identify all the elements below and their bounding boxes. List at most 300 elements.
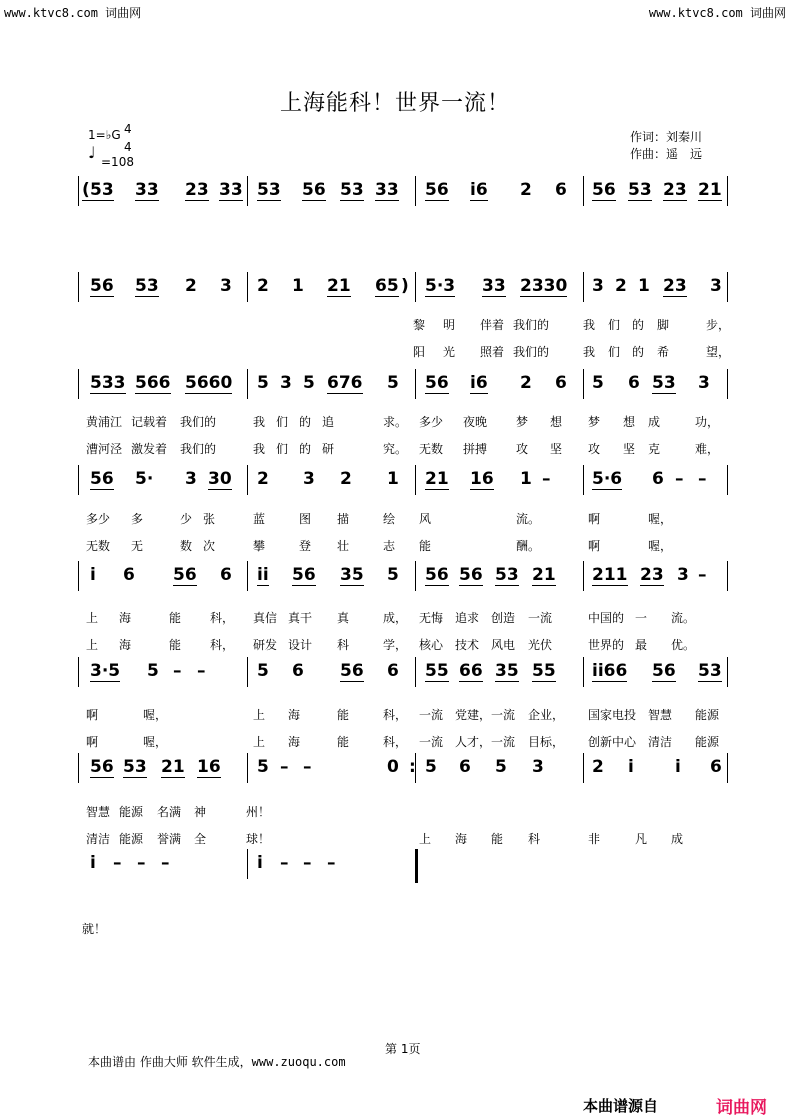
lyric-word: 世界的 — [588, 638, 625, 652]
note: i — [628, 757, 634, 777]
lyric-word: 坚 — [550, 442, 563, 456]
lyric-word: 少 — [180, 512, 193, 526]
lyric-word: 望， — [706, 345, 731, 359]
lyric-word: 蓝 — [253, 512, 266, 526]
lyric-word: 喔， — [143, 735, 168, 749]
note: 56 — [173, 565, 197, 585]
lyric-word: 研发 — [253, 638, 278, 652]
note: 1 — [520, 469, 532, 489]
note: 1 — [387, 469, 399, 489]
lyric-word: 想 — [550, 415, 563, 429]
note: 33 — [482, 276, 506, 296]
lyric-word: 壮 — [337, 539, 350, 553]
lyric-word: 风电 — [491, 638, 516, 652]
lyric-word: 能 — [491, 832, 504, 846]
note: 23 — [185, 180, 209, 200]
lyric-word: 们 — [276, 442, 289, 456]
note: 53 — [628, 180, 652, 200]
lyric-word: 海 — [288, 708, 301, 722]
note: 2330 — [520, 276, 568, 296]
barline — [415, 176, 416, 206]
note: – — [542, 469, 551, 489]
site-watermark-right: www.ktvc8.com 词曲网 — [648, 6, 786, 20]
lyric-word: 追求 — [455, 611, 480, 625]
lyric-word: 最 — [635, 638, 648, 652]
lyric-word: 脚 — [657, 318, 670, 332]
note: ii66 — [592, 661, 628, 681]
lyric-word: 伴着 — [480, 318, 505, 332]
note: 3·5 — [90, 661, 121, 681]
note: 211 — [592, 565, 628, 585]
barline — [247, 176, 248, 206]
lyric-word: 州！ — [246, 805, 271, 819]
note: 16 — [197, 757, 221, 777]
barline — [727, 272, 728, 302]
lyric-word: 照着 — [480, 345, 505, 359]
note: 2 — [340, 469, 352, 489]
lyric-word: 国家电投 — [588, 708, 637, 722]
lyric-word: 清洁 — [648, 735, 673, 749]
note: 56 — [340, 661, 364, 681]
lyric-word: 流。 — [671, 611, 696, 625]
note: 2 — [257, 276, 269, 296]
lyric-word: 克 — [648, 442, 661, 456]
note: 33 — [219, 180, 243, 200]
lyric-word: 们 — [608, 318, 621, 332]
note: 35 — [340, 565, 364, 585]
lyric-word: 激发着 — [131, 442, 168, 456]
barline — [727, 176, 728, 206]
lyric-word: 多少 — [419, 415, 444, 429]
lyric-word: 喔， — [143, 708, 168, 722]
lyric-word: 能 — [337, 708, 350, 722]
note: 56 — [90, 276, 114, 296]
lyric-word: 们 — [608, 345, 621, 359]
lyric-word: 海 — [455, 832, 468, 846]
note: – — [280, 757, 289, 777]
note: 23 — [663, 180, 687, 200]
lyric-word: 就！ — [82, 922, 107, 936]
footer-note — [88, 1053, 346, 1070]
lyric-word: 们 — [276, 415, 289, 429]
lyric-word: 光 — [443, 345, 456, 359]
note: 2 — [520, 373, 532, 393]
barline — [583, 753, 584, 783]
barline — [415, 369, 416, 399]
lyric-word: 核心 — [419, 638, 444, 652]
note: 3 — [677, 565, 689, 585]
note: – — [197, 661, 206, 681]
time-signature-top: 4 — [124, 122, 132, 136]
barline — [415, 465, 416, 495]
note: 3 — [303, 469, 315, 489]
lyric-word: 设计 — [288, 638, 313, 652]
barline — [583, 369, 584, 399]
note: 21 — [532, 565, 556, 585]
note: 53 — [90, 180, 114, 200]
note: 533 — [90, 373, 126, 393]
lyric-word: 图 — [299, 512, 312, 526]
lyric-word: 创新中心 — [588, 735, 637, 749]
lyric-word: 我们的 — [513, 345, 550, 359]
lyric-word: 成， — [383, 611, 408, 625]
lyric-word: 明 — [443, 318, 456, 332]
note: – — [161, 853, 170, 873]
note: 53 — [340, 180, 364, 200]
lyric-word: 攻 — [588, 442, 601, 456]
note: 3 — [710, 276, 722, 296]
lyric-word: 无 — [131, 539, 144, 553]
barline — [415, 849, 418, 883]
lyric-word: 难， — [695, 442, 720, 456]
note: 21 — [698, 180, 722, 200]
note: 5· — [135, 469, 154, 489]
lyric-word: 我 — [583, 345, 596, 359]
lyric-word: 科， — [210, 638, 235, 652]
note: 2 — [185, 276, 197, 296]
lyric-word: 誉满 — [157, 832, 182, 846]
lyric-word: 攻 — [516, 442, 529, 456]
note: 2 — [257, 469, 269, 489]
note: 6 — [555, 180, 567, 200]
lyric-word: 中国的 — [588, 611, 625, 625]
lyric-word: 漕河泾 — [86, 442, 123, 456]
note: 0 — [387, 757, 399, 777]
note: 56 — [425, 565, 449, 585]
barline — [78, 753, 79, 783]
note: i — [90, 853, 96, 873]
note: 5 — [147, 661, 159, 681]
note: 55 — [425, 661, 449, 681]
lyric-word: 黎 — [413, 318, 426, 332]
barline — [583, 176, 584, 206]
note: 2 — [592, 757, 604, 777]
lyric-word: 我 — [583, 318, 596, 332]
barline — [78, 465, 79, 495]
lyricist: 作词：刘秦川 — [630, 130, 703, 144]
note: 56 — [90, 757, 114, 777]
note: – — [137, 853, 146, 873]
note: 5660 — [185, 373, 233, 393]
lyric-word: 智慧 — [86, 805, 111, 819]
lyric-word: 真信 — [253, 611, 278, 625]
note: 53 — [123, 757, 147, 777]
lyric-word: 上 — [253, 735, 266, 749]
note: 6 — [628, 373, 640, 393]
song-title: 上海能科！世界一流！ — [279, 91, 510, 116]
lyric-word: 技术 — [455, 638, 480, 652]
lyric-word: 我们的 — [180, 415, 217, 429]
footer-text: 本曲谱由 作曲大师 软件生成， — [88, 1055, 252, 1069]
lyric-word: 学， — [383, 638, 408, 652]
note: 6 — [710, 757, 722, 777]
lyric-word: 一流 — [491, 708, 516, 722]
barline — [78, 369, 79, 399]
barline — [247, 465, 248, 495]
note: 33 — [375, 180, 399, 200]
lyric-word: 描 — [337, 512, 350, 526]
note: 56 — [292, 565, 316, 585]
lyric-word: 能 — [169, 611, 182, 625]
lyric-word: 流。 — [516, 512, 541, 526]
lyric-word: 一流 — [528, 611, 553, 625]
note: 5 — [425, 757, 437, 777]
lyric-word: 张 — [203, 512, 216, 526]
lyric-word: 无数 — [419, 442, 444, 456]
note: 30 — [208, 469, 232, 489]
barline — [727, 465, 728, 495]
note: 5 — [257, 661, 269, 681]
note: 56 — [652, 661, 676, 681]
lyric-word: 次 — [203, 539, 216, 553]
lyric-word: 风 — [419, 512, 432, 526]
lyric-word: 海 — [119, 638, 132, 652]
lyric-word: 一流 — [491, 735, 516, 749]
lyric-word: 梦 — [588, 415, 601, 429]
note: 21 — [161, 757, 185, 777]
barline — [78, 561, 79, 591]
barline — [727, 657, 728, 687]
note: 566 — [135, 373, 171, 393]
note: 23 — [640, 565, 664, 585]
barline — [727, 369, 728, 399]
note: 3 — [698, 373, 710, 393]
lyric-word: 坚 — [623, 442, 636, 456]
lyric-word: 上 — [86, 611, 99, 625]
lyric-word: 光伏 — [528, 638, 553, 652]
barline — [247, 369, 248, 399]
page-number: 第 1页 — [385, 1042, 421, 1056]
note: – — [698, 469, 707, 489]
lyric-word: 成 — [648, 415, 661, 429]
lyric-word: 凡 — [635, 832, 648, 846]
note: 53 — [495, 565, 519, 585]
lyric-word: 企业， — [528, 708, 565, 722]
note: 5 — [303, 373, 315, 393]
lyric-word: 喔， — [648, 539, 673, 553]
note: i — [257, 853, 263, 873]
lyric-word: 求。 — [383, 415, 408, 429]
key-signature: 1=♭G — [88, 128, 121, 142]
note: 6 — [292, 661, 304, 681]
lyric-word: 我们的 — [513, 318, 550, 332]
note: – — [303, 853, 312, 873]
note: 66 — [459, 661, 483, 681]
note: ii — [257, 565, 269, 585]
lyric-word: 志 — [383, 539, 396, 553]
barline — [247, 561, 248, 591]
lyric-word: 非 — [588, 832, 601, 846]
lyric-word: 名满 — [157, 805, 182, 819]
lyric-word: 一流 — [419, 708, 444, 722]
lyric-word: 全 — [194, 832, 207, 846]
note: 6 — [459, 757, 471, 777]
barline — [415, 657, 416, 687]
note: 56 — [425, 180, 449, 200]
barline — [247, 753, 248, 783]
lyric-word: 海 — [119, 611, 132, 625]
note: 3 — [185, 469, 197, 489]
barline — [247, 657, 248, 687]
barline — [727, 561, 728, 591]
note: 21 — [425, 469, 449, 489]
tempo-mark: =108 — [101, 155, 134, 169]
lyric-word: 想 — [623, 415, 636, 429]
note: – — [698, 565, 707, 585]
lyric-word: 拼搏 — [463, 442, 488, 456]
lyric-word: 数 — [180, 539, 193, 553]
lyric-word: 无数 — [86, 539, 111, 553]
lyric-word: 黄浦江 — [86, 415, 123, 429]
lyric-word: 绘 — [383, 512, 396, 526]
note: 5 — [495, 757, 507, 777]
note: – — [303, 757, 312, 777]
note: 56 — [425, 373, 449, 393]
note: 5 — [592, 373, 604, 393]
lyric-word: 我 — [253, 415, 266, 429]
note: 56 — [459, 565, 483, 585]
lyric-word: 梦 — [516, 415, 529, 429]
note: 676 — [327, 373, 363, 393]
lyric-word: 能源 — [119, 805, 144, 819]
lyric-word: 研 — [322, 442, 335, 456]
note: ) — [401, 276, 409, 296]
note: 55 — [532, 661, 556, 681]
lyric-word: 酬。 — [516, 539, 541, 553]
lyric-word: 人才， — [455, 735, 492, 749]
lyric-word: 能源 — [119, 832, 144, 846]
note: 65 — [375, 276, 399, 296]
note: 2 — [520, 180, 532, 200]
lyric-word: 的 — [299, 415, 312, 429]
note: 56 — [90, 469, 114, 489]
barline — [583, 272, 584, 302]
lyric-word: 多 — [131, 512, 144, 526]
lyric-word: 能 — [419, 539, 432, 553]
note: – — [280, 853, 289, 873]
lyric-word: 能源 — [695, 708, 720, 722]
note: 56 — [592, 180, 616, 200]
note: – — [113, 853, 122, 873]
note: – — [675, 469, 684, 489]
note: 21 — [327, 276, 351, 296]
note: 35 — [495, 661, 519, 681]
lyric-word: 成 — [671, 832, 684, 846]
lyric-word: 究。 — [383, 442, 408, 456]
lyric-word: 一流 — [419, 735, 444, 749]
lyric-word: 的 — [632, 318, 645, 332]
lyric-word: 上 — [419, 832, 432, 846]
lyric-word: 能 — [337, 735, 350, 749]
note: 5 — [257, 373, 269, 393]
lyric-word: 创造 — [491, 611, 516, 625]
lyric-word: 喔， — [648, 512, 673, 526]
lyric-word: 阳 — [413, 345, 426, 359]
barline — [583, 465, 584, 495]
lyric-word: 多少 — [86, 512, 111, 526]
note: i — [675, 757, 681, 777]
lyric-word: 的 — [632, 345, 645, 359]
source-logo: 词曲网 — [716, 1098, 767, 1118]
note: 3 — [280, 373, 292, 393]
lyric-word: 能源 — [695, 735, 720, 749]
barline — [78, 176, 79, 206]
note: 16 — [470, 469, 494, 489]
note: 5·3 — [425, 276, 456, 296]
lyric-word: 夜晚 — [463, 415, 488, 429]
lyric-word: 能 — [169, 638, 182, 652]
note: 3 — [592, 276, 604, 296]
lyric-word: 一 — [635, 611, 648, 625]
lyric-word: 功， — [695, 415, 720, 429]
quarter-note-icon: ♩ — [88, 143, 96, 162]
lyric-word: 无悔 — [419, 611, 444, 625]
note: i — [90, 565, 96, 585]
footer-url: www.zuoqu.com — [251, 1055, 346, 1069]
lyric-word: 目标， — [528, 735, 565, 749]
barline — [78, 272, 79, 302]
note: 3 — [532, 757, 544, 777]
note: 5 — [257, 757, 269, 777]
note: 53 — [135, 276, 159, 296]
lyric-word: 啊 — [588, 512, 601, 526]
lyric-word: 记载着 — [131, 415, 168, 429]
lyric-word: 科， — [210, 611, 235, 625]
site-watermark-left: www.ktvc8.com 词曲网 — [4, 6, 142, 20]
lyric-word: 科， — [383, 708, 408, 722]
note: 5 — [387, 373, 399, 393]
note: 2 — [615, 276, 627, 296]
note: i6 — [470, 373, 488, 393]
barline — [247, 849, 248, 879]
note: 33 — [135, 180, 159, 200]
lyric-word: 神 — [194, 805, 207, 819]
lyric-word: 海 — [288, 735, 301, 749]
lyric-word: 智慧 — [648, 708, 673, 722]
note: 53 — [257, 180, 281, 200]
note: 6 — [555, 373, 567, 393]
barline — [583, 657, 584, 687]
note: 1 — [638, 276, 650, 296]
lyric-word: 攀 — [253, 539, 266, 553]
lyric-word: 登 — [299, 539, 312, 553]
barline — [247, 272, 248, 302]
note: 53 — [652, 373, 676, 393]
note: 53 — [698, 661, 722, 681]
barline — [583, 561, 584, 591]
lyric-word: 上 — [86, 638, 99, 652]
note: – — [327, 853, 336, 873]
note: 6 — [220, 565, 232, 585]
lyric-word: 我们的 — [180, 442, 217, 456]
barline — [78, 657, 79, 687]
lyric-word: 希 — [657, 345, 670, 359]
lyric-word: 科， — [383, 735, 408, 749]
barline — [415, 272, 416, 302]
lyric-word: 啊 — [86, 735, 99, 749]
note: ( — [82, 180, 90, 200]
time-signature-bottom: 4 — [124, 140, 132, 154]
lyric-word: 上 — [253, 708, 266, 722]
note: 6 — [123, 565, 135, 585]
composer: 作曲：遥 远 — [630, 147, 703, 161]
lyric-word: 球！ — [246, 832, 271, 846]
note: i6 — [470, 180, 488, 200]
source-label: 本曲谱源自 — [583, 1097, 659, 1115]
note: – — [173, 661, 182, 681]
barline — [727, 753, 728, 783]
lyric-word: 优。 — [671, 638, 696, 652]
